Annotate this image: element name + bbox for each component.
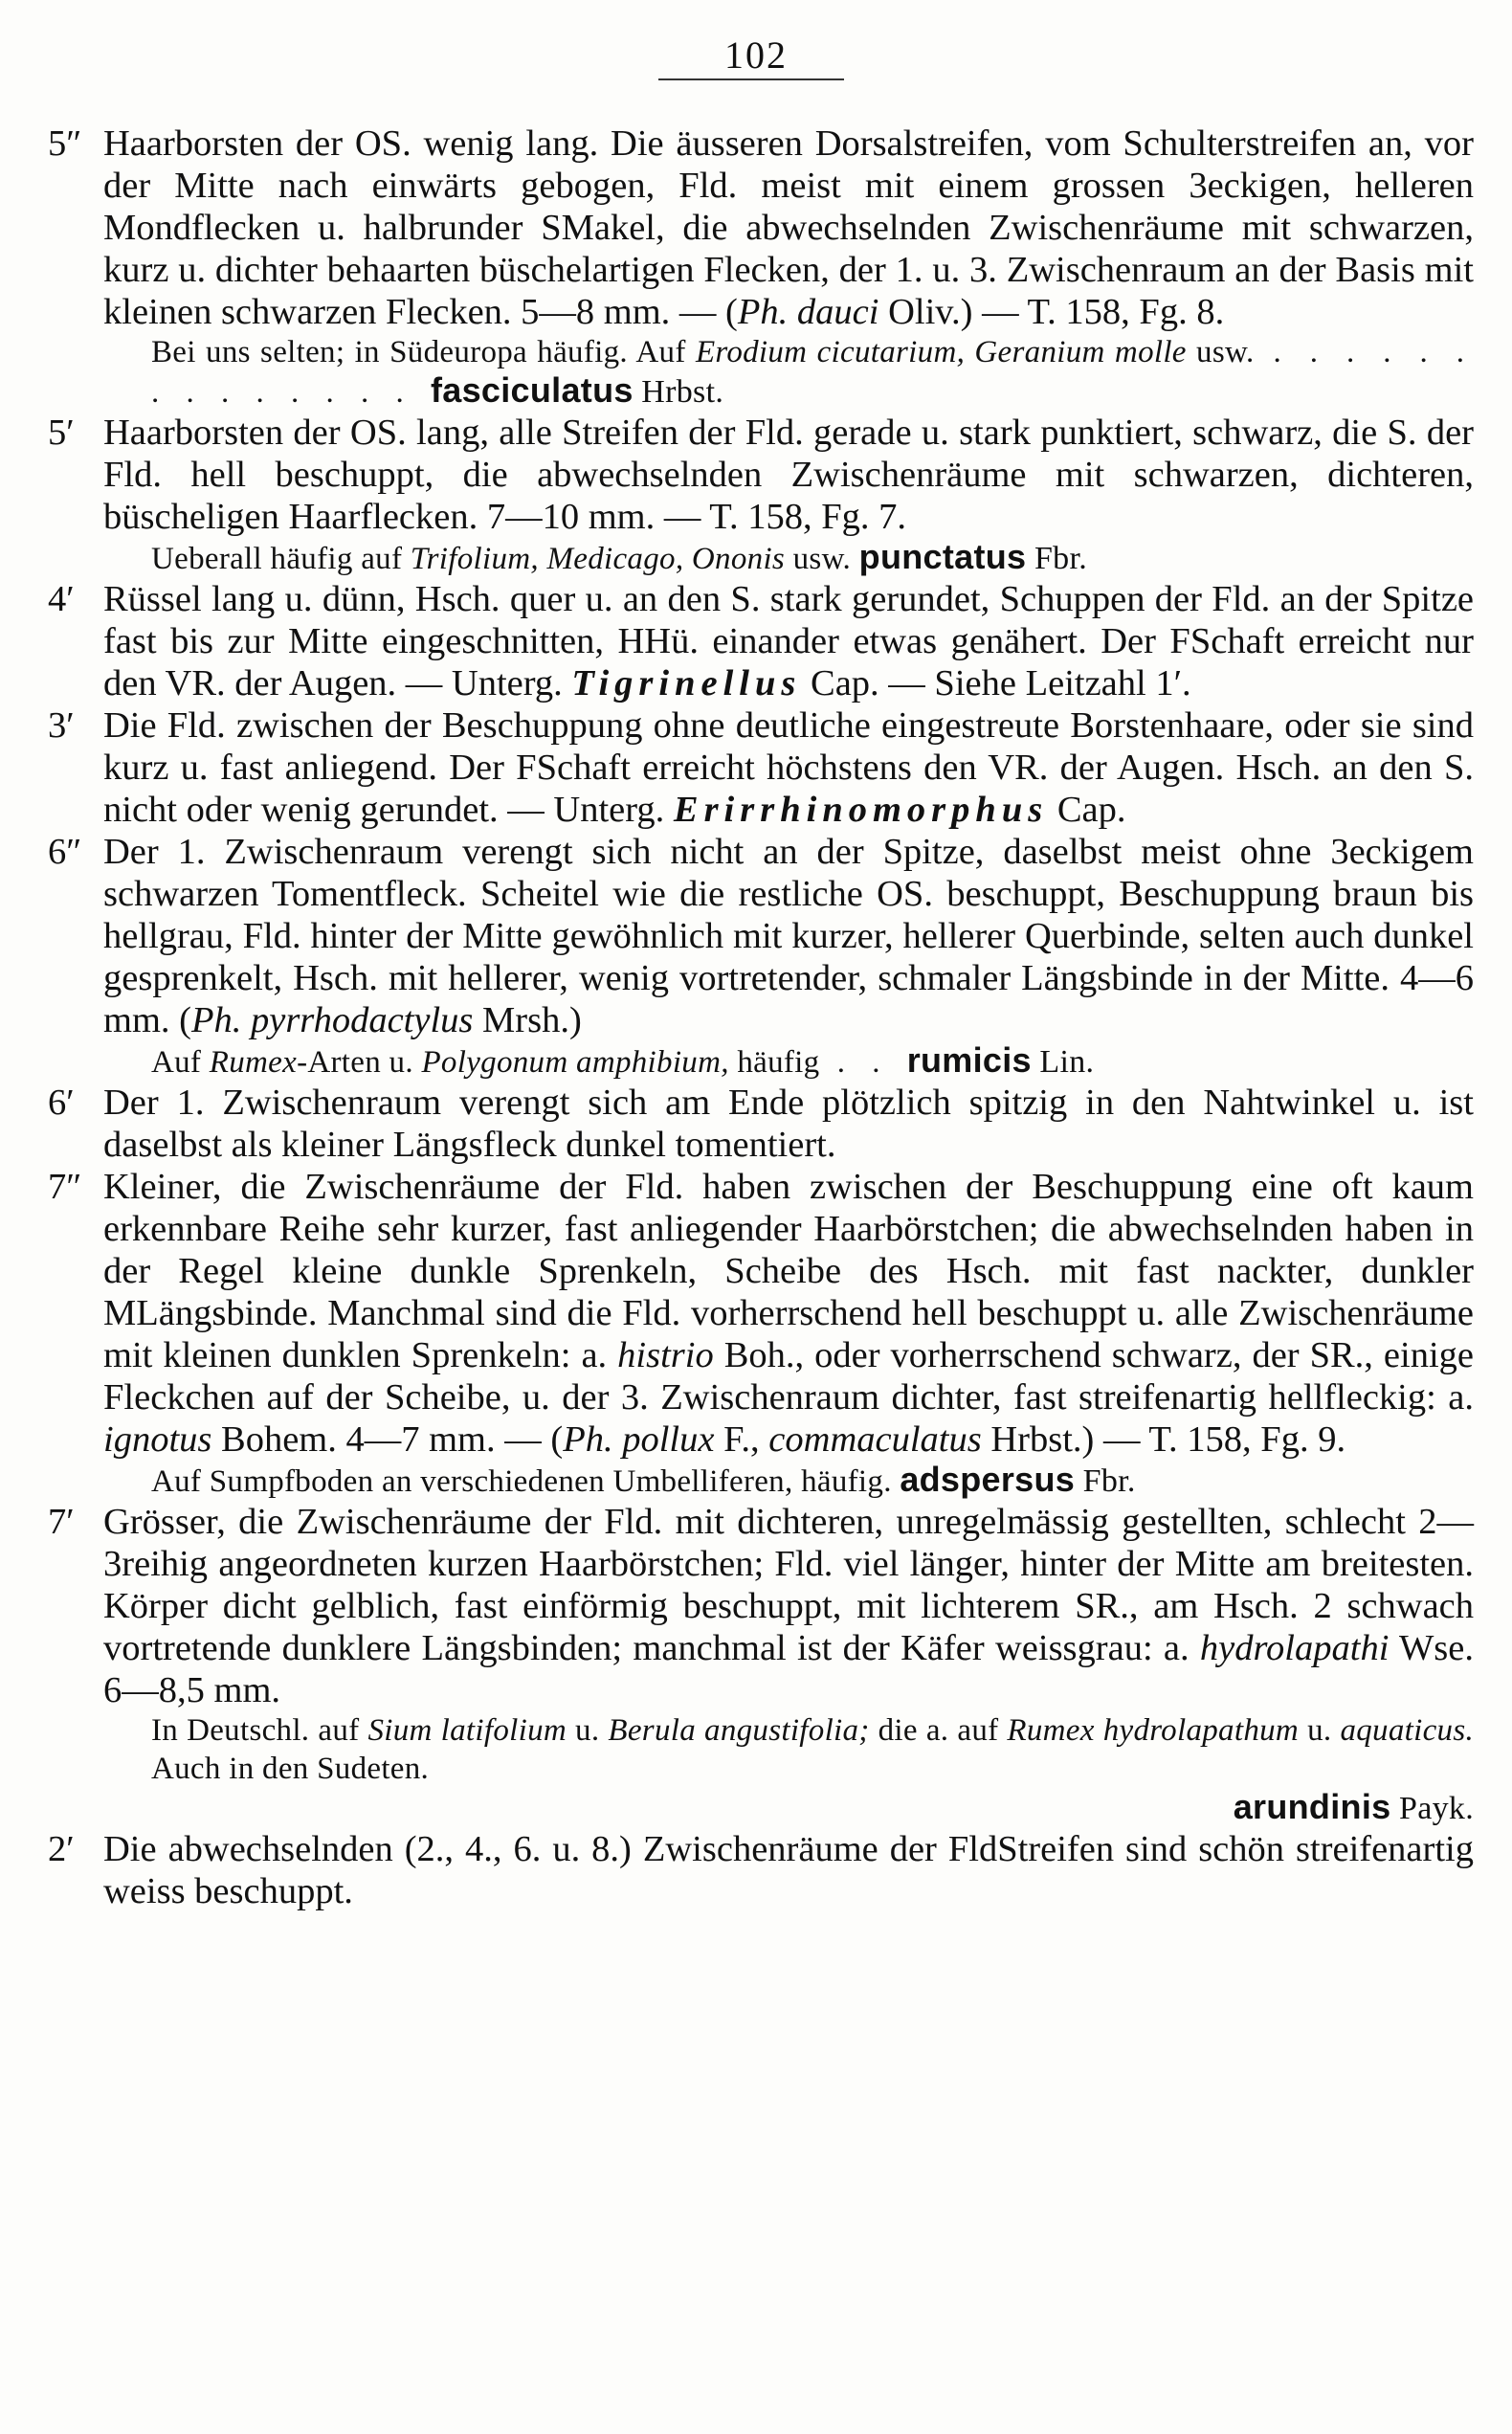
host-plant: Sium latifolium [367,1713,567,1748]
key-number: 5′ [48,413,75,453]
header-rule [658,78,844,80]
key-content [48,123,1474,1912]
habitat-note: Auf Rumex-Arten u. Polygonum amphibium, häufig . . rumicis Lin. [151,1040,1095,1080]
key-entry [48,1082,1474,1166]
key-number: 2′ [48,1829,75,1869]
key-text: Rüssel lang u. dünn, Hsch. quer u. an den S. stark gerundet, Schuppen der Fld. an der Spitze fast bis zur Mitte eingeschnitten, HHü. einander etwas genähert. Der FSchaft erreicht nur den VR. der Augen. — Unterg. Tigrinellus Cap. — Siehe Leitzahl 1′. [103,579,1474,703]
key-entry [48,831,1474,1041]
key-number: 7″ [48,1167,82,1207]
species-author: Hrbst. [641,374,724,410]
host-plant: Trifolium, Medicago, Ononis [410,542,786,576]
key-text: Haarborsten der OS. wenig lang. Die äusseren Dorsalstreifen, vom Schulterstreifen an, vor der Mitte nach einwärts gebogen, Fld. meist mit einem grossen 3eckigen, helleren Mondflecken u. halbrunder SMakel, die abwechselnden Zwischenräume mit schwarzen, kurz u. dichter behaarten büschelartigen Flecken, der 1. u. 3. Zwischenraum an der Basis mit kleinen schwarzen Flecken. 5—8 mm. — (Ph. dauci Oliv.) — T. 158, Fg. 8. [103,123,1474,332]
habitat-note: In Deutschl. auf Sium latifolium u. Berula angustifolia; die a. auf Rumex hydrolapathum u. aquaticus. Auch in den Sudeten. [151,1713,1475,1786]
species-author: Lin. [1039,1044,1095,1080]
key-entry [48,1828,1474,1912]
host-plant: Rumex [209,1045,298,1080]
species-line [151,1788,1474,1828]
key-entry [48,704,1474,831]
key-entry [48,578,1474,704]
synonym: commaculatus [768,1419,982,1460]
synonym: Ph. dauci [737,292,879,332]
host-plant: Berula angustifolia; [608,1713,870,1748]
habitat-note: Auf Sumpfboden an verschiedenen Umbelliferen, häufig. adspersus Fbr. [151,1460,1136,1499]
species-name: fasciculatus [431,370,634,410]
species-name: adspersus [900,1460,1076,1499]
key-text: Die Fld. zwischen der Beschuppung ohne deutliche eingestreute Borstenhaare, oder sie sind kurz u. fast anliegend. Der FSchaft erreicht höchstens den VR. der Augen. Hsch. an den S. nicht oder wenig gerundet. — Unterg. Erirrhinomorphus Cap. [103,705,1474,830]
host-plant: Erodium cicutarium, Geranium molle [695,335,1187,369]
species-name: arundinis [1233,1787,1391,1826]
key-text: Kleiner, die Zwischenräume der Fld. haben zwischen der Beschuppung eine oft kaum erkennbare Reihe sehr kurzer, fast anliegender Haarbörstchen; die abwechselnden haben in der Regel kleine dunkle Sprenkeln, Scheibe des Hsch. mit fast nackter, dunkler MLängsbinde. Manchmal sind die Fld. vorherrschend hell beschuppt u. alle Zwischenräume mit kleinen dunklen Sprenkeln: a. histrio Boh., oder vorherrschend schwarz, der SR., einige Fleckchen auf der Scheibe, u. der 3. Zwischenraum dichter, fast streifenartig hellfleckig: a. ignotus Bohem. 4—7 mm. — (Ph. pollux F., commaculatus Hrbst.) — T. 158, Fg. 9. [103,1167,1474,1460]
host-plant: Polygonum amphibium, [421,1045,729,1080]
key-number: 5″ [48,123,82,164]
key-number: 6″ [48,832,82,872]
key-number: 3′ [48,705,75,746]
species-name: rumicis [906,1040,1032,1080]
species-author: Fbr. [1082,1463,1136,1499]
key-entry [48,1166,1474,1461]
key-entry [48,412,1474,538]
subgenus-name: Tigrinellus [571,663,802,703]
key-number: 4′ [48,579,75,619]
key-number: 6′ [48,1083,75,1123]
synonym: Ph. pollux [563,1419,715,1460]
species-name: punctatus [858,537,1027,576]
species-author: Fbr. [1034,541,1087,576]
key-entry [48,1501,1474,1711]
key-text: Grösser, die Zwischenräume der Fld. mit dichteren, unregelmässig gestellten, schlecht 2—3reihig angeordneten kurzen Haarbörstchen; Fld. viel länger, hinter der Mitte am breitesten. Körper dicht gelblich, fast einförmig beschuppt, mit lichterem SR., am Hsch. 2 schwach vortretende dunklere Längsbinden; manchmal ist der Käfer weissgrau: a. hydrolapathi Wse. 6—8,5 mm. [103,1502,1475,1710]
species-author: Payk. [1399,1791,1474,1826]
habitat-note: Ueberall häufig auf Trifolium, Medicago, Ononis usw. punctatus Fbr. [151,537,1087,576]
key-text: Die abwechselnden (2., 4., 6. u. 8.) Zwischenräume der FldStreifen sind schön streifenartig weiss beschuppt. [103,1829,1474,1911]
key-text: Der 1. Zwischenraum verengt sich nicht an der Spitze, daselbst meist ohne 3eckigem schwarzen Tomentfleck. Scheitel wie die restliche OS. beschuppt, Beschuppung braun bis hellgrau, Fld. hinter der Mitte gewöhnlich mit kurzer, hellerer Querbinde, selten auch dunkel gesprenkelt, Hsch. mit hellerer, wenig vortretender, schmaler Längsbinde in der Mitte. 4—6 mm. (Ph. pyrrhodactylus Mrsh.) [103,832,1474,1040]
leader-dots: . . [819,1045,907,1080]
aberration-name: ignotus [103,1419,212,1460]
synonym: Ph. pyrrhodactylus [190,1000,474,1040]
key-number: 7′ [48,1502,75,1542]
key-entry [48,123,1474,333]
leader-dots: . . . . . . . . . . . . . . [151,335,1475,410]
host-plant: Rumex hydrolapathum [1007,1713,1300,1748]
key-text: Haarborsten der OS. lang, alle Streifen der Fld. gerade u. stark punktiert, schwarz, die S. der Fld. hell beschuppt, die abwechselnden Zwischenräume mit schwarzen, dichteren, büscheligen Haarflecken. 7—10 mm. — T. 158, Fg. 7. [103,413,1474,537]
host-plant: aquaticus. [1340,1713,1475,1748]
habitat-note: Bei uns selten; in Südeuropa häufig. Auf Erodium cicutarium, Geranium molle usw. . . . . . . . . . . . . . . fasciculatus Hrbst. [151,335,1475,410]
key-text: Der 1. Zwischenraum verengt sich am Ende plötzlich spitzig in den Nahtwinkel u. ist daselbst als kleiner Längsfleck dunkel tomentiert. [103,1083,1474,1165]
page-number: 102 [724,33,788,77]
aberration-name: histrio [617,1335,714,1375]
aberration-name: hydrolapathi [1199,1628,1390,1668]
subgenus-name: Erirrhinomorphus [673,790,1049,830]
